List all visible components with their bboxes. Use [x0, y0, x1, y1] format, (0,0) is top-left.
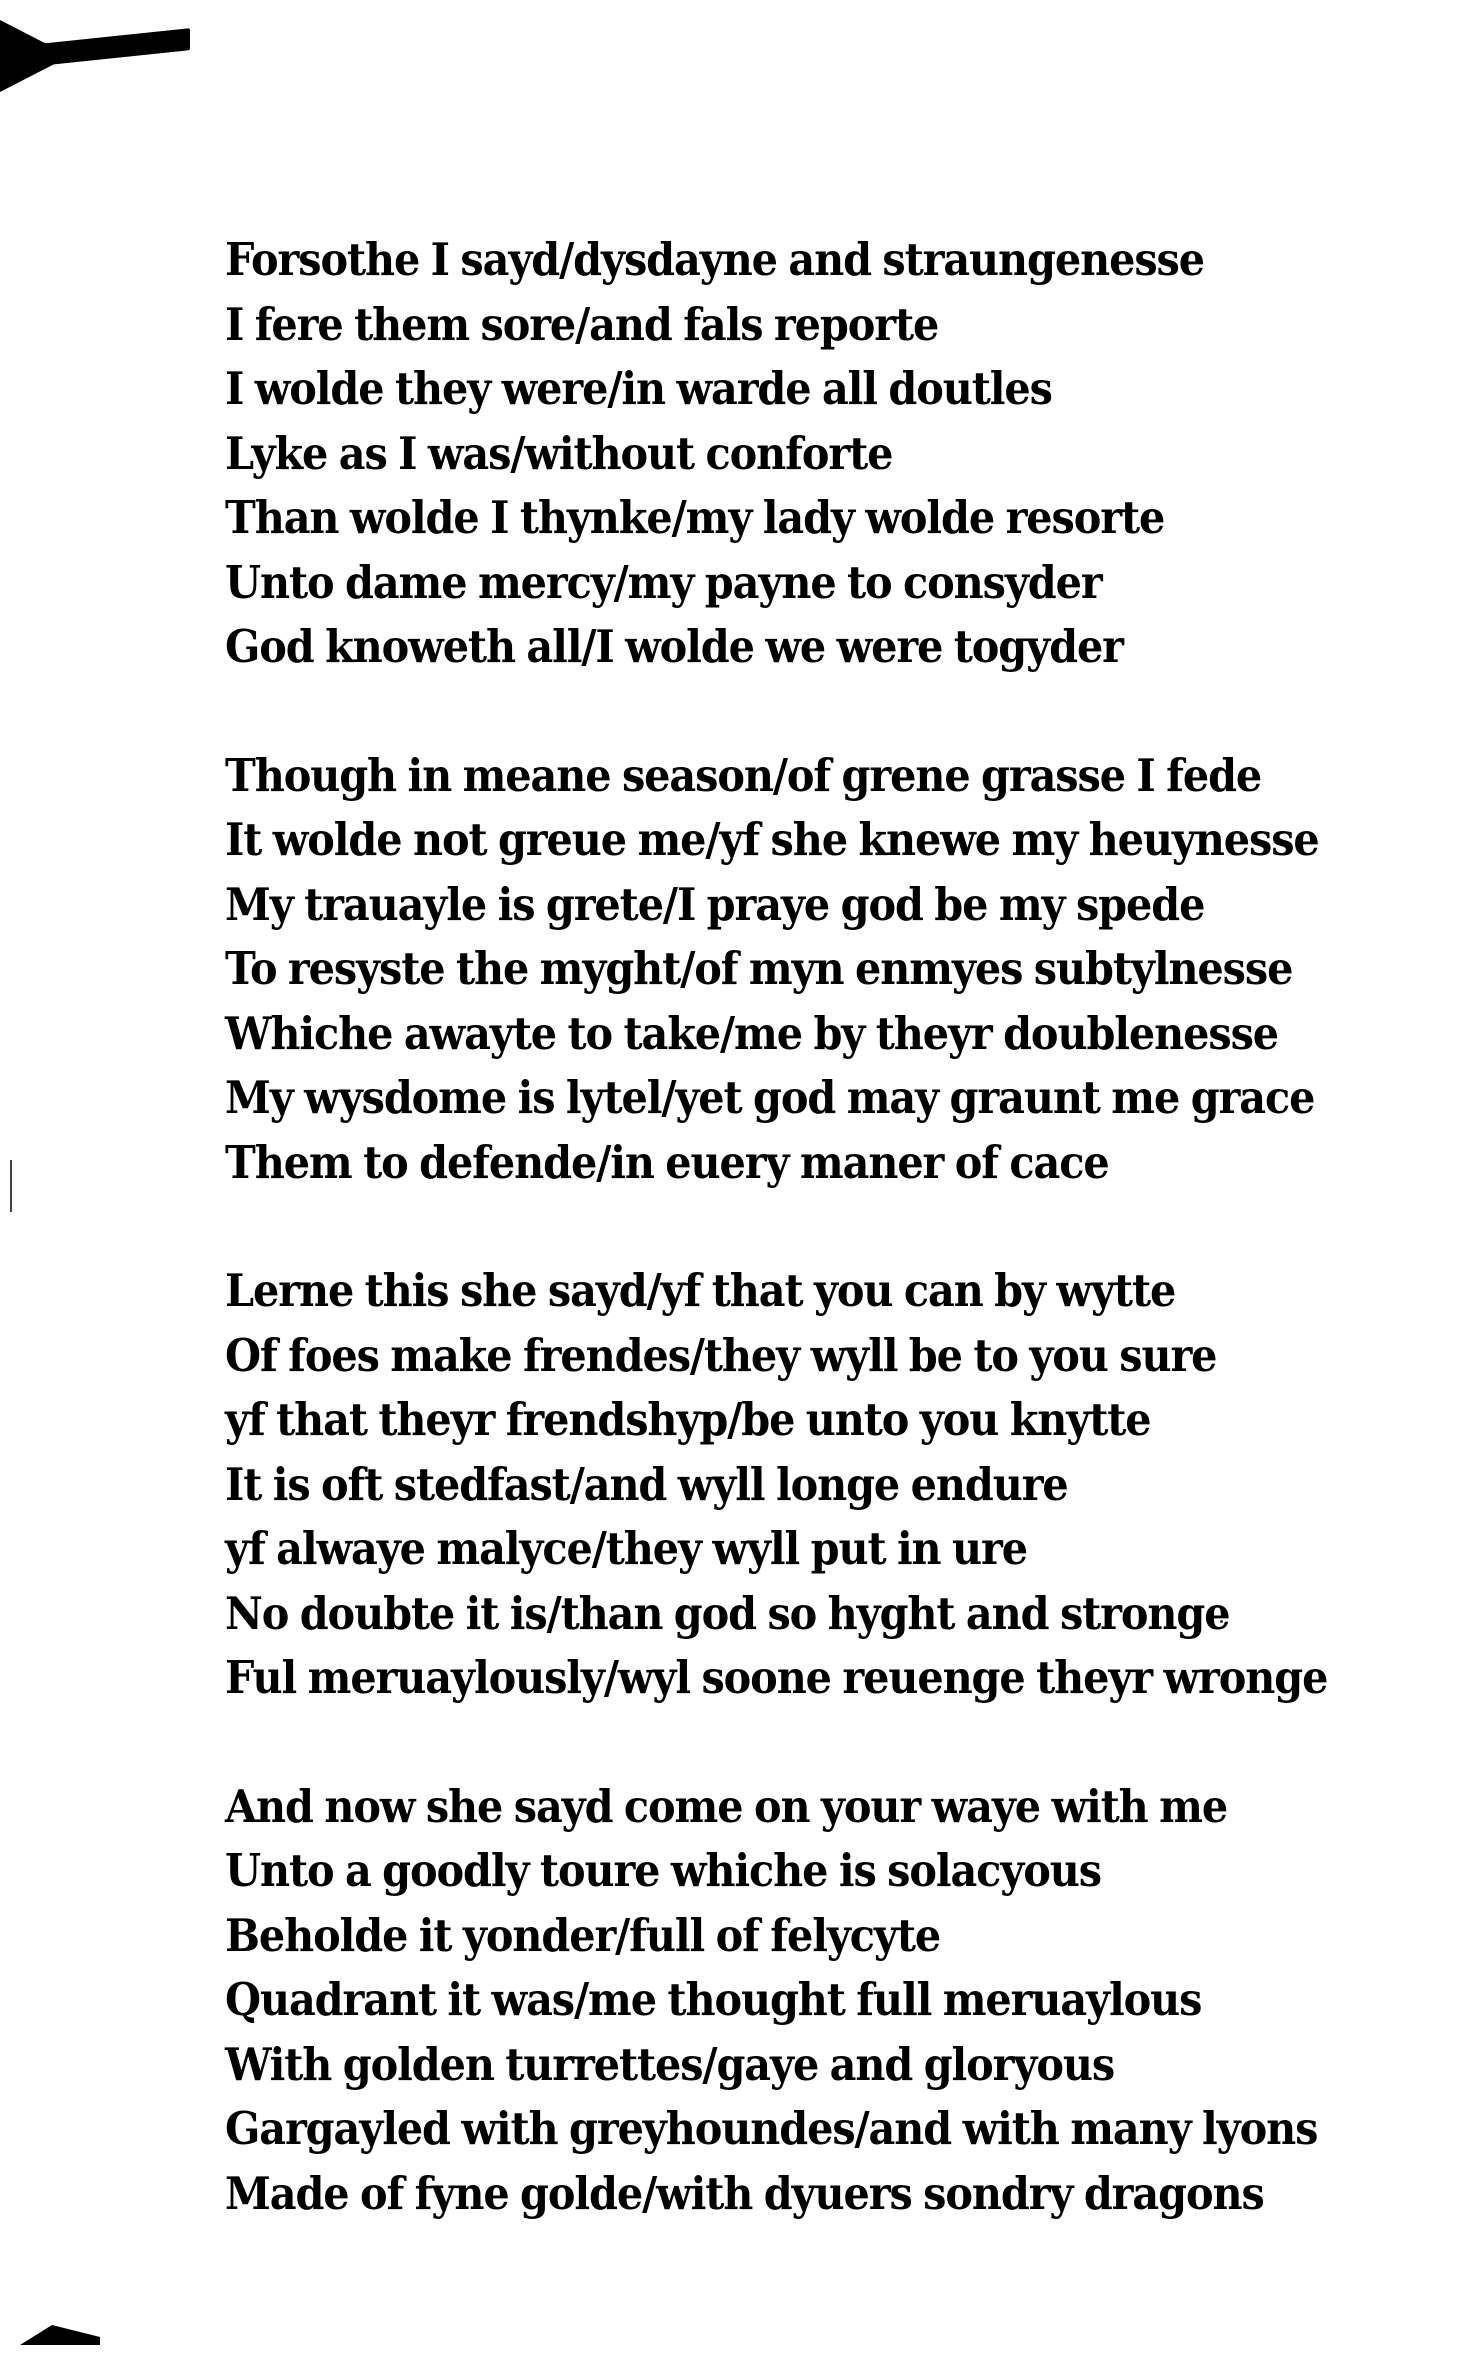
- verse-line: yf alwaye malyce/they wyll put in ure: [225, 1522, 1027, 1575]
- stanza-4: [225, 1775, 1425, 2227]
- stanza-gap: [225, 1195, 1425, 1259]
- verse-line: I wolde they were/in warde all doutles: [225, 362, 1052, 415]
- verse-line: Forsothe I sayd/dysdayne and straungenesse: [225, 233, 1204, 286]
- verse-line: Of foes make frendes/they wyll be to you sure: [225, 1328, 1217, 1382]
- verse-line: Them to defende/in euery maner of cace: [225, 1135, 1109, 1189]
- verse-line: To resyste the myght/of myn enmyes subtylnesse: [225, 942, 1293, 995]
- stanza-gap: [225, 680, 1425, 744]
- verse-line: Gargayled with greyhoundes/and with many lyons: [225, 2102, 1318, 2155]
- verse-line: Unto dame mercy/my payne to consyder: [225, 555, 1102, 609]
- verse-line: Made of fyne golde/with dyuers sondry dragons: [225, 2166, 1264, 2220]
- verse-line: Lyke as I was/without conforte: [225, 426, 893, 480]
- verse-line: It wolde not greue me/yf she knewe my heuynesse: [225, 813, 1319, 866]
- stanza-2: [225, 744, 1425, 1196]
- stanza-gap: [225, 1711, 1425, 1775]
- verse-line: Than wolde I thynke/my lady wolde resorte: [225, 491, 1165, 544]
- verse-line: It is oft stedfast/and wyll longe endure: [225, 1457, 1068, 1511]
- verse-line: yf that theyr frendshyp/be unto you knytte: [225, 1393, 1151, 1446]
- stanza-1: [225, 228, 1425, 680]
- scan-corner-mark-bottom: [20, 2325, 100, 2345]
- verse-line: Beholde it yonder/full of felycyte: [225, 1908, 941, 1962]
- verse-line: With golden turrettes/gaye and gloryous: [225, 2037, 1115, 2091]
- poem-text: [225, 228, 1425, 2226]
- stanza-3: [225, 1259, 1425, 1711]
- verse-line: My trauayle is grete/I praye god be my spede: [225, 877, 1205, 931]
- verse-line: Quadrant it was/me thought full meruaylous: [225, 1973, 1202, 2026]
- margin-mark: [10, 1160, 12, 1212]
- verse-line: I fere them sore/and fals reporte: [225, 297, 939, 351]
- verse-line: Ful meruaylously/wyl soone reuenge theyr wronge: [225, 1651, 1328, 1704]
- verse-line: My wysdome is lytel/yet god may graunt me grace: [225, 1071, 1315, 1124]
- verse-line: Though in meane season/of grene grasse I fede: [225, 748, 1262, 802]
- verse-line: And now she sayd come on your waye with me: [225, 1779, 1228, 1833]
- verse-line: Whiche awayte to take/me by theyr doublenesse: [225, 1006, 1279, 1060]
- verse-line: Lerne this she sayd/yf that you can by wytte: [225, 1264, 1176, 1317]
- verse-line: Unto a goodly toure whiche is solacyous: [225, 1844, 1101, 1897]
- verse-line: No doubte it is/than god so hyght and stronge: [225, 1586, 1230, 1640]
- verse-line: God knoweth all/I wolde we were togyder: [225, 620, 1123, 673]
